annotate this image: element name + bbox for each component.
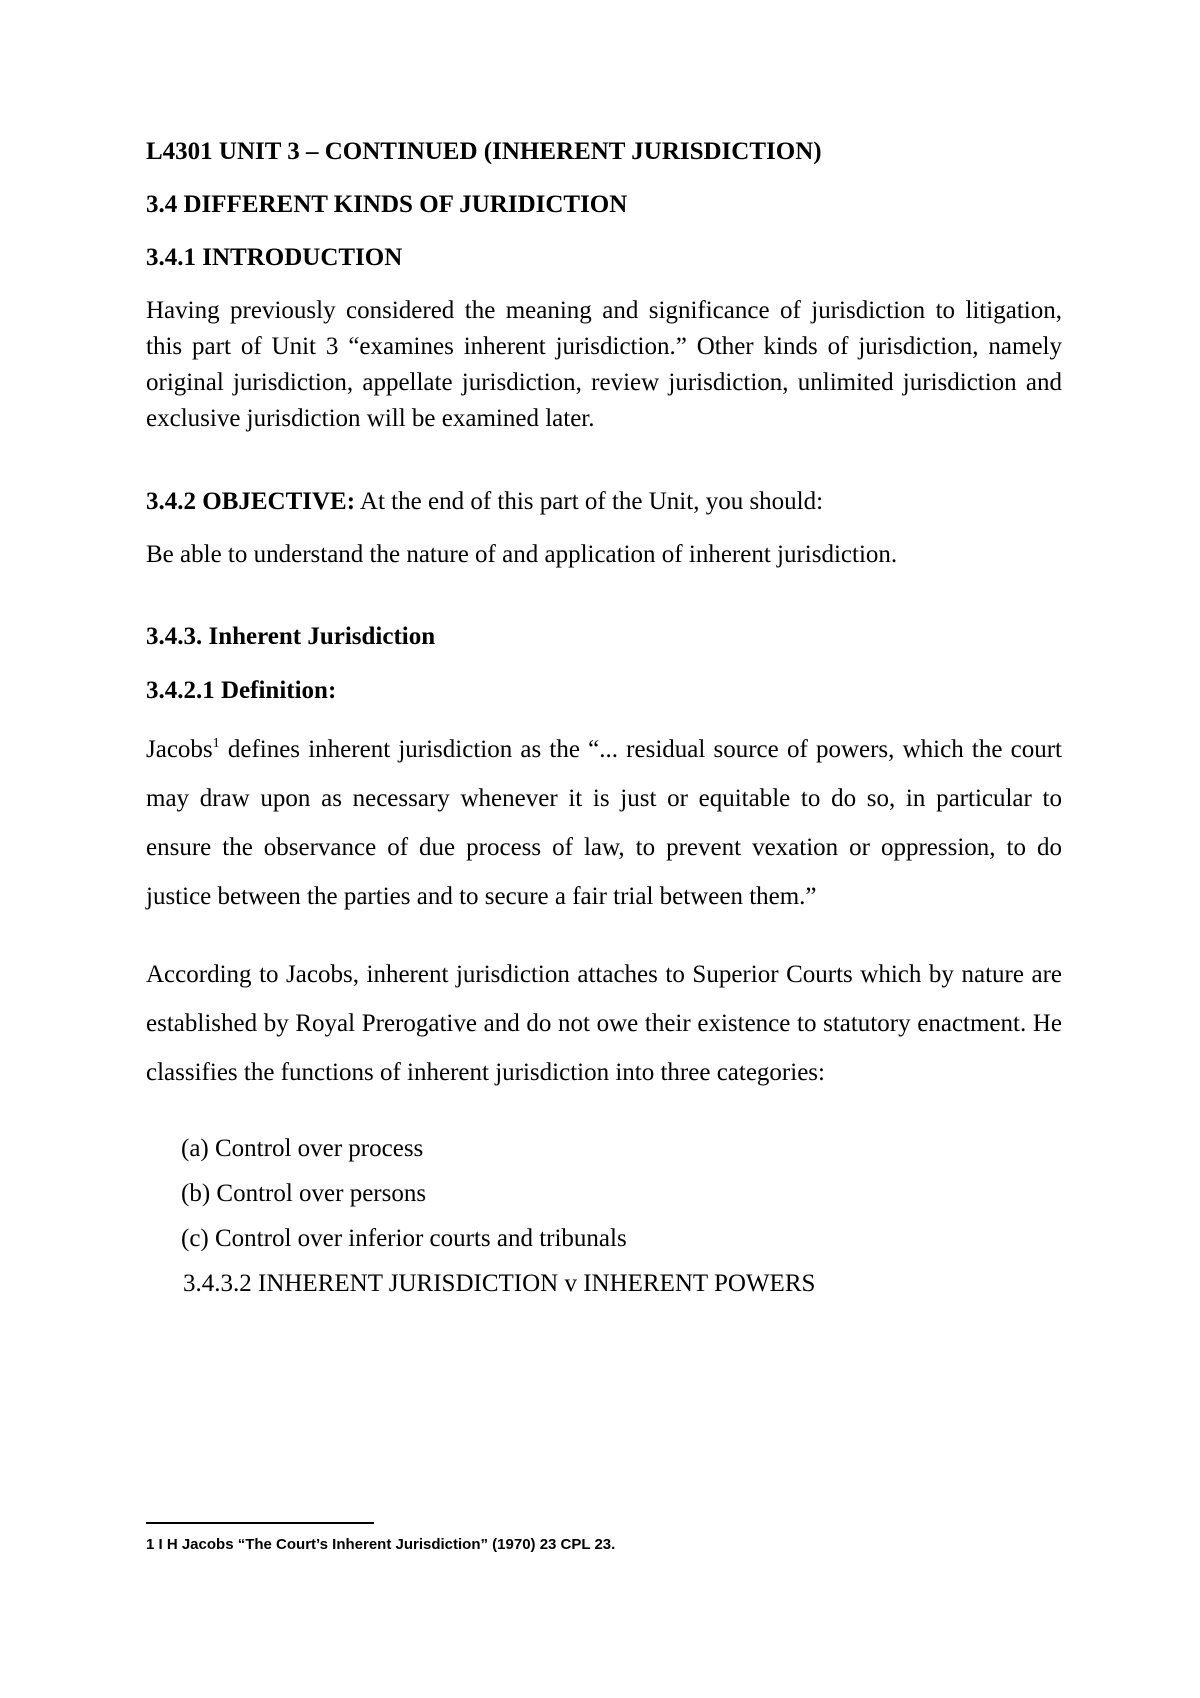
inherent-jurisdiction-heading: 3.4.3. Inherent Jurisdiction bbox=[146, 623, 436, 650]
category-item: (b) Control over persons bbox=[181, 1180, 427, 1207]
introduction-heading: 3.4.1 INTRODUCTION bbox=[146, 244, 403, 271]
footnote-separator bbox=[146, 1522, 374, 1524]
objective-line bbox=[146, 484, 1062, 520]
inherent-powers-subheading: 3.4.3.2 INHERENT JURISDICTION v INHERENT POWERS bbox=[183, 1270, 816, 1297]
category-item: (c) Control over inferior courts and tribunals bbox=[181, 1225, 627, 1252]
definition-paragraph bbox=[146, 725, 1062, 921]
category-item: (a) Control over process bbox=[181, 1135, 424, 1162]
footnote-text: 1 I H Jacobs “The Court’s Inherent Jurisdiction” (1970) 23 CPL 23. bbox=[146, 1536, 616, 1553]
definition-author: Jacobs bbox=[146, 736, 213, 763]
section-heading: 3.4 DIFFERENT KINDS OF JURIDICTION bbox=[146, 191, 628, 218]
objective-goal: Be able to understand the nature of and application of inherent jurisdiction. bbox=[146, 541, 898, 568]
classification-paragraph: According to Jacobs, inherent jurisdiction attaches to Superior Courts which by nature are established by Royal Prerogative and do not owe their existence to statutory enactment. He classifies the functions of inherent jurisdiction into three categories: bbox=[146, 961, 1062, 1086]
document-title: L4301 UNIT 3 – CONTINUED (INHERENT JURISDICTION) bbox=[146, 138, 822, 165]
objective-label: 3.4.2 OBJECTIVE: bbox=[146, 488, 356, 515]
introduction-paragraph: Having previously considered the meaning and significance of jurisdiction to litigation, this part of Unit 3 “examines inherent jurisdiction.” Other kinds of jurisdiction, namely original jurisdiction, appellate jurisdiction, review jurisdiction, unlimited jurisdiction and exclusive jurisdiction will be examined later. bbox=[146, 297, 1062, 432]
definition-heading: 3.4.2.1 Definition: bbox=[146, 677, 337, 704]
definition-text: defines inherent jurisdiction as the “... residual source of powers, which the court may draw upon as necessary whenever it is just or equitable to do so, in particular to ensure the observance of due process of law, to prevent vexation or oppression, to do justice between the parties and to secure a fair trial between them.” bbox=[146, 736, 1062, 910]
footnote-reference: 1 bbox=[212, 736, 220, 751]
objective-text: At the end of this part of the Unit, you should: bbox=[355, 488, 824, 515]
